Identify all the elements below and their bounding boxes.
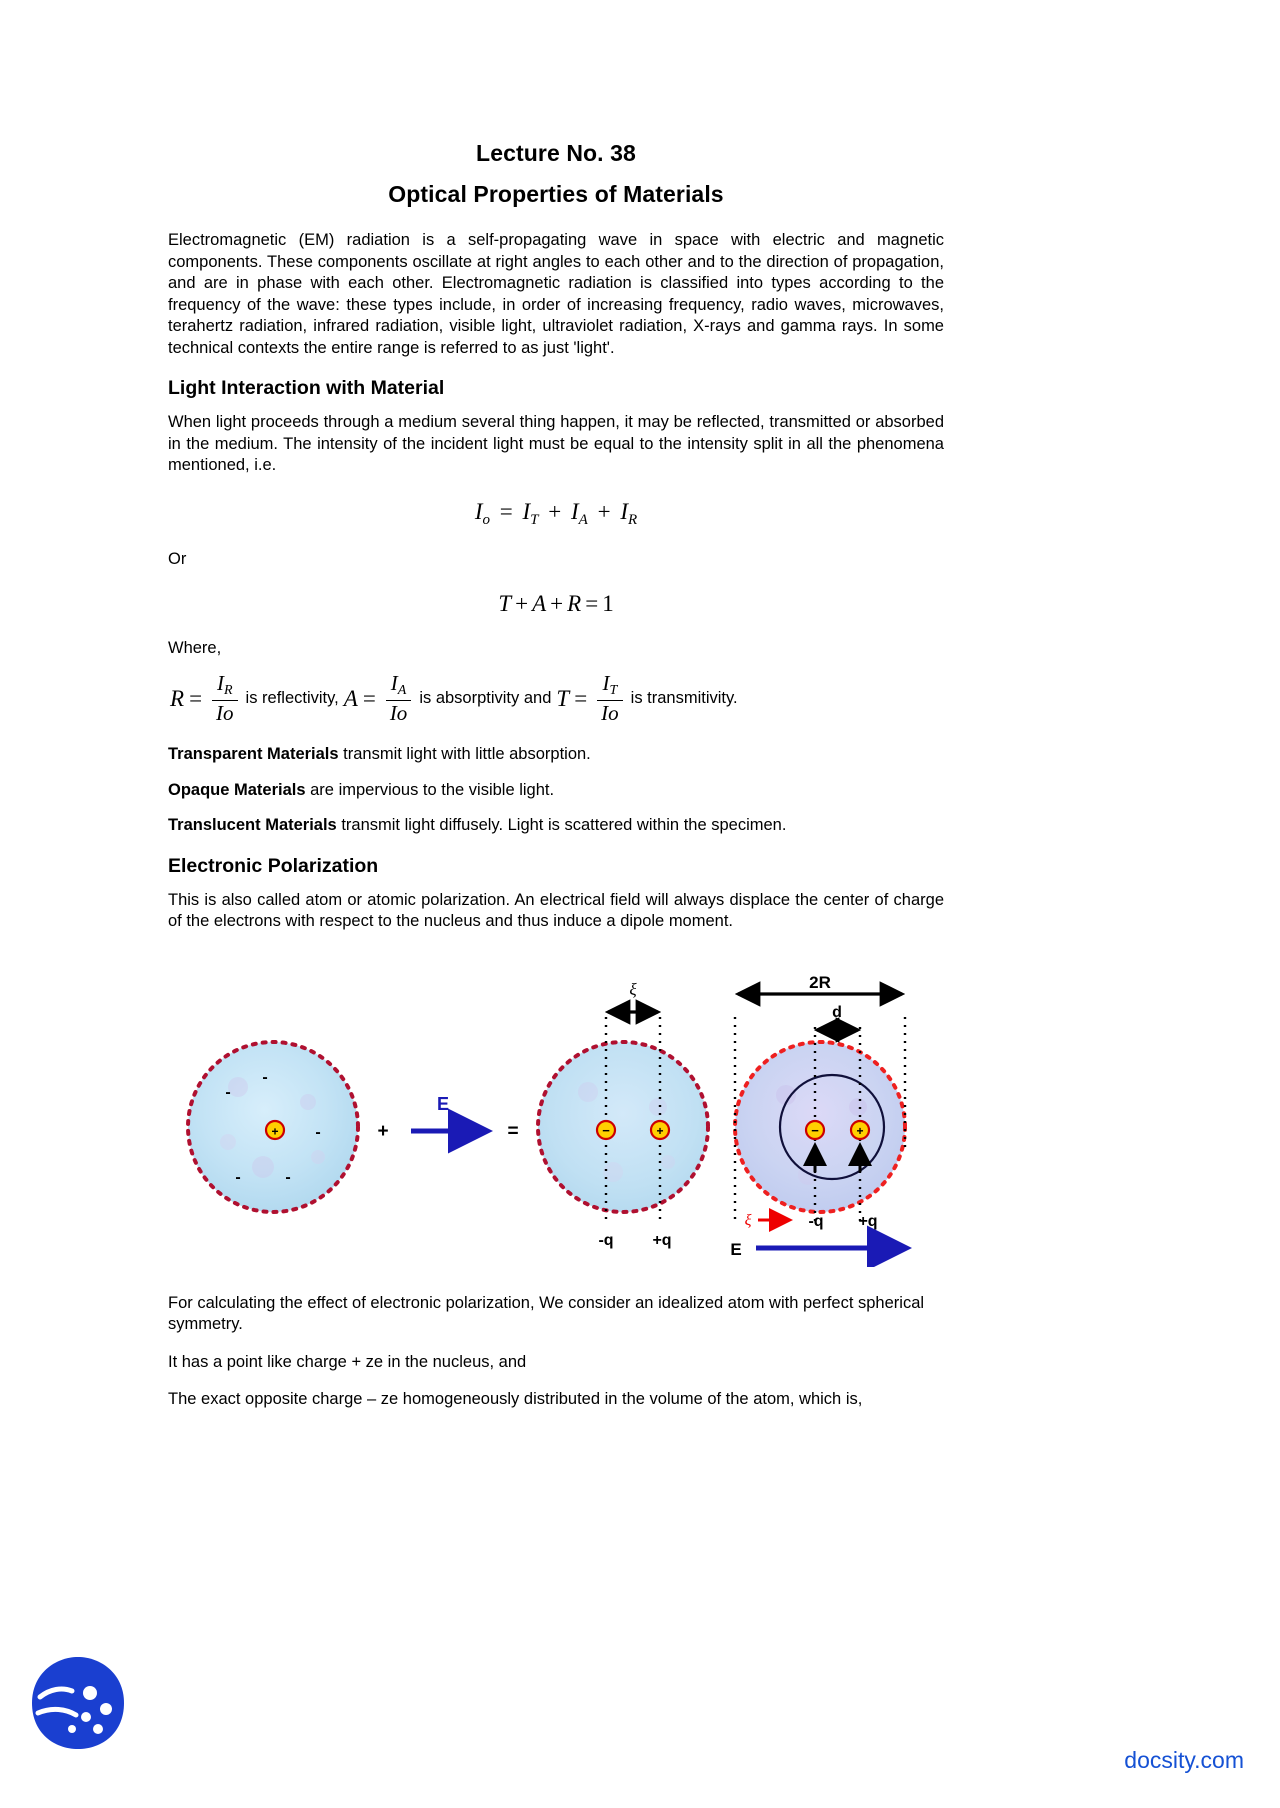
section-heading-electronic-polarization: Electronic Polarization [168,854,379,877]
electron-label-5: - [285,1168,291,1186]
section-heading-light-interaction: Light Interaction with Material [168,377,445,399]
definition-opaque-term: Opaque Materials [168,780,306,799]
ratio-0-fraction [212,672,238,724]
where-label: Where, [168,639,222,658]
ratio-2-num-sub: T [609,683,618,699]
equation-intensity-balance [168,499,944,529]
definition-transparent-rest: transmit light with little absorption. [338,745,591,764]
ratio-0-equals: = [189,685,203,711]
closing-paragraph-1: For calculating the effect of electronic polarization, We consider an idealized atom with perfect spherical symmetry. [168,1293,925,1334]
cookie-chip-3 [81,1712,91,1722]
field-label-E-2: E [730,1239,742,1259]
figure-panel-dimensions [730,973,905,1259]
electron-label-2: - [262,1068,268,1086]
cookie-chip-1 [83,1686,97,1700]
label-d: d [832,1003,842,1021]
figure-panel-unpolarized [188,1042,358,1212]
ratio-1-symbol: A [343,685,358,711]
eq1-term0: I [522,498,531,524]
label-2R: 2R [809,972,831,992]
closing-paragraph-2: It has a point like charge + ze in the nucleus, and [168,1352,527,1371]
section-paragraph-electronic-polarization: This is also called atom or atomic polarization. An electrical field will always displace the center of charge of the electrons with respect to the nucleus and thus induce a dipole moment. [168,890,944,931]
ratio-2-symbol: T [556,685,570,711]
label-plus-q-1: +q [652,1231,672,1249]
definition-opaque-rest: are impervious to the visible light. [305,780,555,799]
definition-transparent-term: Transparent Materials [168,745,339,764]
definition-translucent-term: Translucent Materials [168,816,337,835]
field-label-E-1: E [436,1093,450,1114]
lecture-title: Lecture No. 38 [476,140,636,166]
eq2-a: A [532,591,547,617]
figure-panel-polarized [538,980,708,1249]
ratio-2-numerator [597,672,623,701]
eq1-term1-sub: A [578,511,588,528]
docsity-brand-text: docsity.com [1124,1747,1244,1773]
eq1-lhs: I [474,498,483,524]
eq2-plus-1: + [515,591,529,617]
eq1-term0-sub: T [530,511,539,528]
document-subtitle: Optical Properties of Materials [388,181,724,207]
closing-paragraph-3: The exact opposite charge – ze homogeneously distributed in the volume of the atom, which is, [168,1390,863,1409]
section-paragraph-light-interaction: When light proceeds through a medium several thing happen, it may be reflected, transmitted or absorbed in the medium. The intensity of the incident light must be equal to the intensity split in all the phenomena mentioned, i.e. [168,413,944,474]
cookie-chip-4 [93,1724,103,1734]
operator-plus: + [377,1120,389,1142]
eq1-term2-sub: R [627,511,638,528]
ratio-0-num-base: I [217,671,225,696]
ratio-2-text: is transmitivity. [630,689,738,707]
cookie-chip-5 [68,1725,76,1733]
definition-opaque [168,780,944,802]
eq1-plus-b: + [597,498,611,524]
ratio-1-equals: = [362,685,376,711]
eq2-t: T [498,591,512,617]
ratio-1-num-sub: A [397,683,407,699]
ratio-1-fraction [386,672,412,724]
positive-charge-sign-1: + [656,1123,664,1138]
definition-translucent-rest: transmit light diffusely. Light is scattered within the specimen. [336,816,787,835]
ratio-0-denominator: Io [216,701,234,726]
eq1-equals: = [499,498,513,524]
negative-charge-sign-2: − [811,1122,819,1138]
definition-transparent [168,744,944,766]
negative-charge-sign-1: − [602,1122,610,1138]
eq2-plus-2: + [550,591,564,617]
eq1-term1: I [570,498,579,524]
eq2-r: R [567,591,582,617]
ratio-2-denominator: Io [601,701,619,726]
electron-label-4: - [235,1168,241,1186]
label-plus-q-2: +q [858,1212,878,1230]
eq2-one: 1 [602,591,614,617]
field-arrow-group-1 [411,1094,483,1131]
positive-charge-sign-2: + [856,1123,864,1138]
xi-label-2: ξ [744,1211,752,1229]
electron-label-3: - [315,1123,321,1141]
ratio-1-denominator: Io [389,701,408,726]
ratio-2-equals: = [574,685,588,711]
ratio-2-fraction [597,672,623,724]
xi-label-1: ξ [629,979,637,999]
ratio-1-numerator [386,672,412,701]
ratio-0-num-sub: R [224,683,233,699]
label-minus-q-2: -q [808,1212,824,1230]
ratio-0-numerator [212,672,238,701]
cookie-shape [32,1657,124,1749]
cookie-chip-2 [100,1703,112,1715]
eq1-plus-a: + [548,498,562,524]
eq1-lhs-sub: o [482,511,490,528]
definition-translucent [168,815,944,837]
document-content [168,140,944,1427]
label-minus-q-1: -q [598,1231,614,1249]
or-label: Or [168,550,187,569]
equation-trr-sum [168,591,944,617]
ratio-1-num-base: I [390,671,398,696]
docsity-logo [28,1653,128,1753]
electron-label-1: - [225,1083,231,1101]
electronic-polarization-figure [168,967,944,1267]
ratio-0-symbol: R [170,685,185,711]
intro-paragraph: Electromagnetic (EM) radiation is a self-propagating wave in space with electric and magnetic components. These components oscillate at right angles to each other and to the direction of propagation, and are in phase with each other. Electromagnetic radiation is classified into types according to the frequency of the wave: these types include, in order of increasing frequency, radio waves, microwaves, terahertz radiation, infrared radiation, visible light, ultraviolet radiation, X-rays and gamma rays. In some technical contexts the entire range is referred to as just 'light'. [168,231,944,357]
eq2-equals: = [585,591,599,617]
ratio-1-text: is absorptivity and [419,689,552,707]
ratio-definitions [168,672,944,724]
ratio-2-num-base: I [602,671,610,696]
ratio-0-text: is reflectivity, [245,689,339,707]
nucleus-plus-sign-1: + [271,1124,279,1139]
eq1-term2: I [620,498,628,524]
operator-equals: = [507,1120,519,1142]
